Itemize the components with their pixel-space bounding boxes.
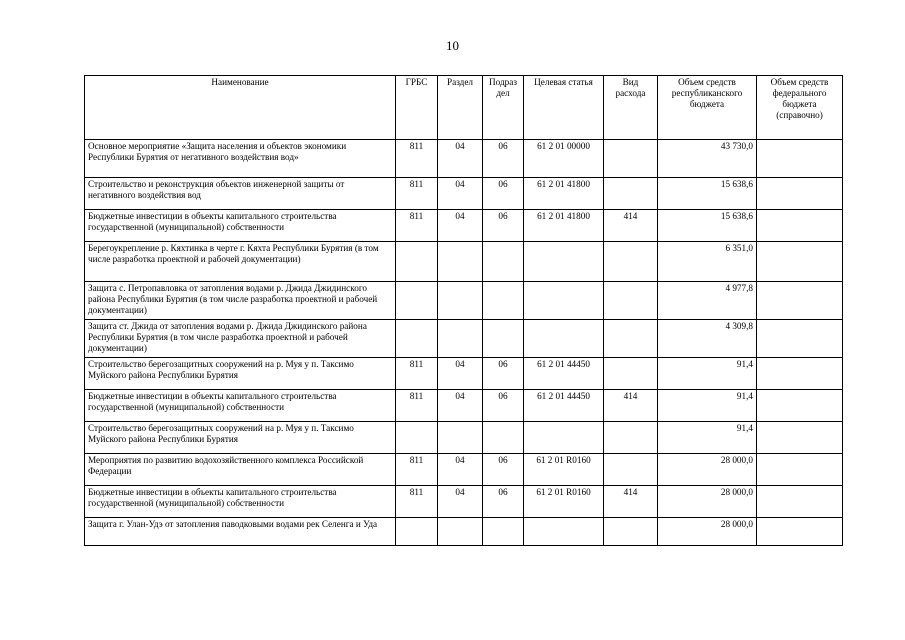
row-razdel [438,242,483,282]
table-row [85,282,843,320]
table-row [85,178,843,210]
header-federal-budget: Объем средств федерального бюджета (справочно) [757,76,843,140]
row-expense-type [604,242,658,282]
row-federal-amount [757,486,843,518]
table-row [85,390,843,422]
header-republic-budget: Объем средств республиканского бюджета [658,76,757,140]
row-federal-amount [757,242,843,282]
row-expense-type: 414 [604,390,658,422]
row-podrazdel [483,320,524,358]
row-federal-amount [757,178,843,210]
table-header-row [85,76,843,140]
table-row [85,422,843,454]
row-podrazdel [483,242,524,282]
table-row [85,358,843,390]
row-expense-type [604,422,658,454]
row-name: Строительство берегозащитных сооружений на р. Муя у п. Таксимо Муйского района Республики Бурятия [85,358,396,390]
table-row [85,486,843,518]
row-republic-amount: 43 730,0 [658,140,757,178]
row-grbs: 811 [396,210,438,242]
row-federal-amount [757,390,843,422]
row-federal-amount [757,518,843,546]
row-target-article: 61 2 01 44450 [524,358,604,390]
row-expense-type: 414 [604,486,658,518]
row-podrazdel [483,422,524,454]
row-republic-amount: 28 000,0 [658,454,757,486]
row-federal-amount [757,422,843,454]
row-target-article [524,320,604,358]
row-name: Защита с. Петропавловка от затопления водами р. Джида Джидинского района Республики Бурятия (в том числе разработка проектной и рабочей документации) [85,282,396,320]
row-target-article: 61 2 01 R0160 [524,454,604,486]
budget-table [84,75,843,546]
header-expense-type: Вид расхода [604,76,658,140]
row-name: Основное мероприятие «Защита населения и объектов экономики Республики Бурятия от негативного воздействия вод» [85,140,396,178]
row-republic-amount: 4 977,8 [658,282,757,320]
row-razdel: 04 [438,178,483,210]
row-razdel: 04 [438,454,483,486]
row-republic-amount: 15 638,6 [658,178,757,210]
row-razdel: 04 [438,358,483,390]
row-podrazdel: 06 [483,178,524,210]
row-grbs: 811 [396,358,438,390]
table-row [85,518,843,546]
row-grbs: 811 [396,178,438,210]
row-target-article: 61 2 01 R0160 [524,486,604,518]
row-podrazdel [483,518,524,546]
row-federal-amount [757,320,843,358]
row-razdel: 04 [438,486,483,518]
table-row [85,242,843,282]
row-grbs [396,242,438,282]
row-federal-amount [757,210,843,242]
row-republic-amount: 28 000,0 [658,486,757,518]
row-grbs: 811 [396,454,438,486]
row-grbs: 811 [396,140,438,178]
row-razdel [438,422,483,454]
row-republic-amount: 91,4 [658,390,757,422]
row-federal-amount [757,140,843,178]
row-expense-type [604,140,658,178]
row-name: Защита ст. Джида от затопления водами р. Джида Джидинского района Республики Бурятия (в том числе разработка проектной и рабочей документации) [85,320,396,358]
row-expense-type: 414 [604,210,658,242]
row-target-article: 61 2 01 41800 [524,178,604,210]
row-target-article: 61 2 01 41800 [524,210,604,242]
header-name: Наименование [85,76,396,140]
row-target-article: 61 2 01 44450 [524,390,604,422]
row-name: Мероприятия по развитию водохозяйственного комплекса Российской Федерации [85,454,396,486]
row-name: Бюджетные инвестиции в объекты капитального строительства государственной (муниципальной) собственности [85,210,396,242]
row-podrazdel: 06 [483,140,524,178]
row-expense-type [604,178,658,210]
row-grbs [396,518,438,546]
row-expense-type [604,282,658,320]
table-row [85,140,843,178]
row-expense-type [604,518,658,546]
row-podrazdel: 06 [483,210,524,242]
header-target-article: Целевая статья [524,76,604,140]
row-razdel [438,320,483,358]
table-row [85,320,843,358]
row-republic-amount: 91,4 [658,358,757,390]
row-federal-amount [757,358,843,390]
row-expense-type [604,320,658,358]
row-expense-type [604,454,658,486]
row-razdel [438,518,483,546]
row-grbs: 811 [396,390,438,422]
row-razdel: 04 [438,140,483,178]
row-expense-type [604,358,658,390]
row-podrazdel: 06 [483,390,524,422]
row-podrazdel: 06 [483,358,524,390]
row-razdel [438,282,483,320]
header-razdel: Раздел [438,76,483,140]
row-name: Берегоукрепление р. Кяхтинка в черте г. Кяхта Республики Бурятия (в том числе разработка проектной и рабочей документации) [85,242,396,282]
row-podrazdel [483,282,524,320]
row-grbs [396,282,438,320]
row-republic-amount: 6 351,0 [658,242,757,282]
row-republic-amount: 28 000,0 [658,518,757,546]
row-razdel: 04 [438,390,483,422]
row-target-article [524,242,604,282]
row-name: Бюджетные инвестиции в объекты капитального строительства государственной (муниципальной) собственности [85,486,396,518]
row-target-article [524,422,604,454]
table-row [85,210,843,242]
row-republic-amount: 91,4 [658,422,757,454]
row-federal-amount [757,282,843,320]
row-name: Строительство берегозащитных сооружений на р. Муя у п. Таксимо Муйского района Республики Бурятия [85,422,396,454]
row-target-article [524,518,604,546]
row-republic-amount: 15 638,6 [658,210,757,242]
row-podrazdel: 06 [483,454,524,486]
table-row [85,454,843,486]
row-grbs: 811 [396,486,438,518]
header-grbs: ГРБС [396,76,438,140]
row-grbs [396,320,438,358]
row-grbs [396,422,438,454]
row-name: Защита г. Улан-Удэ от затопления паводковыми водами рек Селенга и Уда [85,518,396,546]
row-razdel: 04 [438,210,483,242]
row-name: Бюджетные инвестиции в объекты капитального строительства государственной (муниципальной) собственности [85,390,396,422]
row-republic-amount: 4 309,8 [658,320,757,358]
row-federal-amount [757,454,843,486]
row-name: Строительство и реконструкция объектов инженерной защиты от негативного воздействия вод [85,178,396,210]
row-target-article: 61 2 01 00000 [524,140,604,178]
page-number: 10 [446,38,459,53]
row-target-article [524,282,604,320]
header-podrazdel: Подраз дел [483,76,524,140]
row-podrazdel: 06 [483,486,524,518]
